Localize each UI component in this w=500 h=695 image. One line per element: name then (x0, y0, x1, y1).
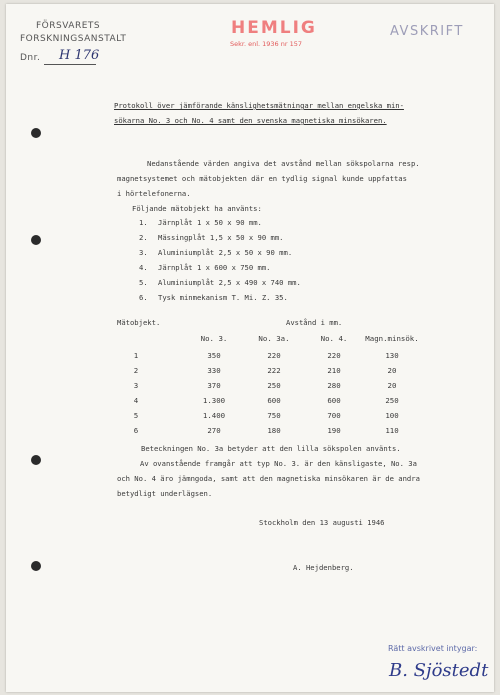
table-cell: 1.400 (202, 411, 226, 420)
document-title-line1: Protokoll över jämförande känslighetsmätningar mellan engelska min- (114, 101, 404, 110)
conclusion-line1: Av ovanstående framgår att typ No. 3. är den känsligaste, No. 3a (140, 459, 417, 468)
conclusion-line3: betydligt underlägsen. (117, 489, 213, 498)
table-cell: 220 (267, 351, 281, 360)
org-name-line1: FÖRSVARETS (36, 21, 101, 31)
table-label-object: Mätobjekt. (117, 318, 161, 327)
table-cell: 700 (327, 411, 341, 420)
org-name-line2: FORSKNINGSANSTALT (20, 34, 127, 44)
table-cell: 20 (387, 381, 397, 390)
table-cell: 250 (267, 381, 281, 390)
object-description: Järnplåt 1 x 50 x 90 mm. (158, 218, 262, 227)
object-number: 1. (139, 218, 148, 227)
table-cell: 190 (327, 426, 341, 435)
secret-stamp-subtext: Sekr. enl. 1936 nr 157 (230, 40, 303, 48)
place-date: Stockholm den 13 augusti 1946 (259, 518, 385, 527)
object-number: 2. (139, 233, 148, 242)
table-header-cell: Magn.minsök. (365, 334, 419, 343)
table-cell: 1.300 (202, 396, 226, 405)
intro-line3: i hörtelefonerna. (117, 189, 191, 198)
table-row-object: 6 (133, 426, 139, 435)
table-cell: 130 (385, 351, 399, 360)
document-title-line2: sökarna No. 3 och No. 4 samt den svenska magnetiska minsökaren. (114, 116, 387, 125)
table-cell: 350 (207, 351, 221, 360)
table-cell: 600 (267, 396, 281, 405)
table-header-cell: No. 4. (320, 334, 348, 343)
dnr-label: Dnr. (20, 53, 41, 63)
table-cell: 210 (327, 366, 341, 375)
table-cell: 220 (327, 351, 341, 360)
intro-line1: Nedanstående värden angiva det avstånd mellan sökspolarna resp. (147, 159, 420, 168)
table-header-cell: No. 3a. (258, 334, 290, 343)
object-description: Järnplåt 1 x 600 x 750 mm. (158, 263, 271, 272)
table-row-object: 4 (133, 396, 139, 405)
table-cell: 110 (385, 426, 399, 435)
dnr-underline (44, 64, 96, 65)
conclusion-line2: och No. 4 äro jämngoda, samt att den magnetiska minsökaren är de andra (117, 474, 420, 483)
note-text: Beteckningen No. 3a betyder att den lilla sökspolen använts. (141, 444, 401, 453)
object-number: 5. (139, 278, 148, 287)
table-row-object: 2 (133, 366, 139, 375)
object-description: Aluminiumplåt 2,5 x 490 x 740 mm. (158, 278, 301, 287)
signatory-name: A. Hejdenberg. (293, 563, 354, 572)
table-header-cell: No. 3. (200, 334, 228, 343)
certification-label: Rätt avskrivet intygar: (388, 644, 478, 653)
punch-hole (31, 455, 41, 465)
table-cell: 280 (327, 381, 341, 390)
table-cell: 180 (267, 426, 281, 435)
object-description: Aluminiumplåt 2,5 x 50 x 90 mm. (158, 248, 293, 257)
punch-hole (31, 561, 41, 571)
certification-signature: B. Sjöstedt (389, 660, 489, 681)
table-cell: 270 (207, 426, 221, 435)
object-number: 3. (139, 248, 148, 257)
table-cell: 250 (385, 396, 399, 405)
document-page (6, 4, 494, 692)
intro-line2: magnetsystemet och mätobjekten där en tydlig signal kunde uppfattas (117, 174, 407, 183)
table-cell: 330 (207, 366, 221, 375)
copy-stamp: AVSKRIFT (390, 24, 464, 39)
table-cell: 20 (387, 366, 397, 375)
punch-hole (31, 128, 41, 138)
secret-stamp: HEMLIG (231, 18, 317, 38)
table-row-object: 5 (133, 411, 139, 420)
table-label-distance: Avstånd i mm. (286, 318, 343, 327)
punch-hole (31, 235, 41, 245)
table-cell: 100 (385, 411, 399, 420)
table-row-object: 3 (133, 381, 139, 390)
table-cell: 370 (207, 381, 221, 390)
table-cell: 600 (327, 396, 341, 405)
object-number: 4. (139, 263, 148, 272)
object-description: Mässingplåt 1,5 x 50 x 90 mm. (158, 233, 284, 242)
dnr-number: H 176 (59, 48, 100, 63)
table-cell: 222 (267, 366, 281, 375)
objects-heading: Följande mätobjekt ha använts: (132, 204, 262, 213)
table-cell: 750 (267, 411, 281, 420)
table-row-object: 1 (133, 351, 139, 360)
object-description: Tysk minmekanism T. Mi. Z. 35. (158, 293, 288, 302)
object-number: 6. (139, 293, 148, 302)
